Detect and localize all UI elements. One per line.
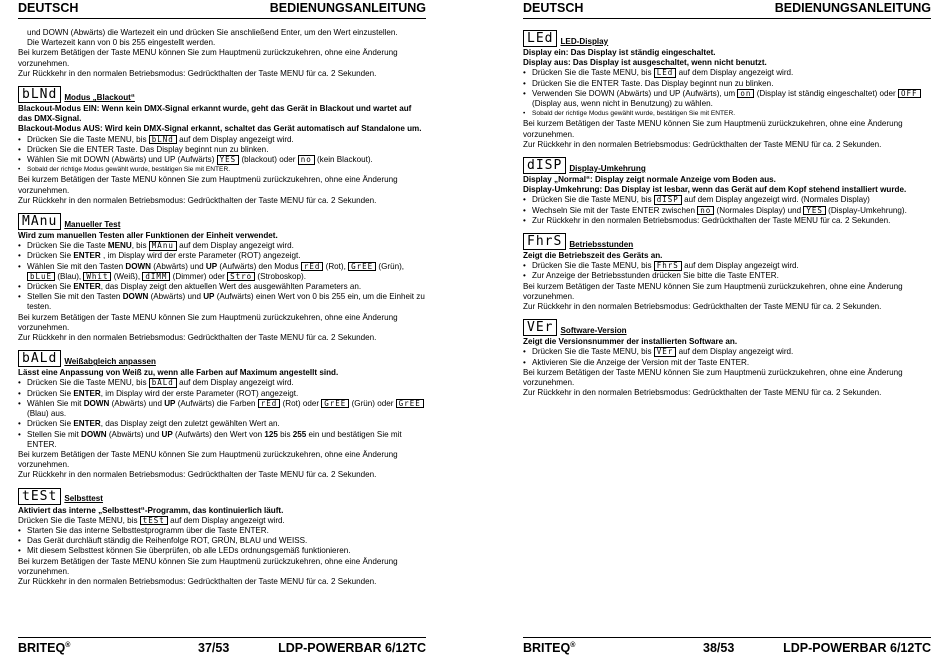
section-white-balance	[18, 350, 426, 480]
lcd-inline: on	[737, 89, 754, 99]
footer-model: LDP-POWERBAR 6/12TC	[783, 641, 931, 655]
lcd-icon: bALd	[18, 350, 61, 367]
footer-brand: BRITEQ®	[523, 641, 576, 655]
list-item: • Drücken Sie die ENTER Taste. Das Display beginnt nun zu blinken.	[523, 79, 931, 89]
intro-line: Die Wartezeit kann von 0 bis 255 eingestellt werden.	[27, 38, 216, 48]
lcd-icon: MAnu	[18, 213, 61, 230]
list-item: • Drücken Sie die Taste MENU, bis MAnu auf dem Display angezeigt wird.	[18, 241, 426, 251]
lcd-inline: YES	[803, 206, 826, 216]
menu-back-note: Bei kurzem Betätigen der Taste MENU können Sie zum Hauptmenü zurückzukehren, ohne eine Änderung vorzunehmen.	[523, 119, 903, 139]
list-item: • Drücken Sie ENTER, im Display wird der erste Parameter (ROT) angezeigt.	[18, 389, 426, 399]
list-item: • Drücken Sie die ENTER Taste. Das Display beginnt nun zu blinken.	[18, 145, 426, 155]
page-body	[18, 28, 426, 587]
list-item: • Drücken Sie ENTER , im Display wird der erste Parameter (ROT) angezeigt.	[18, 251, 426, 261]
lcd-inline: VEr	[654, 347, 677, 357]
section-operating-hours	[523, 233, 931, 312]
section-desc: Zeigt die Betriebszeit des Geräts an.	[523, 251, 663, 261]
list-item: • Zur Rückkehr in den normalen Betriebsmodus: Gedrückthalten der Taste MENU für ca. 2 Sekunden.	[523, 216, 931, 226]
section-title: Display-Umkehrung	[569, 163, 646, 173]
list-item: • Drücken Sie ENTER, das Display zeigt den aktuellen Wert des ausgewählten Parameters an.	[18, 282, 426, 292]
lcd-inline: OFF	[898, 89, 921, 99]
section-title: Selbsttest	[64, 494, 103, 504]
section-software-version	[523, 319, 931, 398]
footer-brand: BRITEQ®	[18, 641, 71, 655]
lcd-inline: GrEE	[321, 399, 349, 409]
return-note: Zur Rückkehr in den normalen Betriebsmodus: Gedrückthalten der Taste MENU für ca. 2 Sekunden.	[523, 388, 882, 398]
list-item: • Wählen Sie mit den Tasten DOWN (Abwärts) und UP (Aufwärts) den Modus rEd (Rot), GrEE (Grün), bLuE (Blau), Whit (Weiß), dIMM (Dimmer) oder Stro (Stroboskop).	[18, 262, 426, 282]
lcd-icon: bLNd	[18, 86, 61, 103]
header-language: DEUTSCH	[18, 1, 79, 15]
list-item: • Das Gerät durchläuft ständig die Reihenfolge ROT, GRÜN, BLAU und WEISS.	[18, 536, 426, 546]
lcd-inline: dISP	[654, 195, 682, 205]
list-item: • Wechseln Sie mit der Taste ENTER zwischen no (Normales Display) und YES (Display-Umkehrung).	[523, 206, 931, 216]
section-self-test	[18, 488, 426, 588]
list-item: • Starten Sie das interne Selbsttestprogramm über die Taste ENTER.	[18, 526, 426, 536]
return-note: Zur Rückkehr in den normalen Betriebsmodus: Gedrückthalten der Taste MENU für ca. 2 Sekunden.	[18, 68, 377, 78]
menu-back-note: Bei kurzem Betätigen der Taste MENU können Sie zum Hauptmenü zurückzukehren, ohne eine Änderung vorzunehmen.	[18, 312, 398, 332]
list-item: • Drücken Sie die Taste MENU, bis LEd auf dem Display angezeigt wird.	[523, 68, 931, 78]
header-language: DEUTSCH	[523, 1, 584, 15]
page-number: 37/53	[198, 641, 230, 655]
list-item: • Sobald der richtige Modus gewählt wurde, bestätigen Sie mit ENTER.	[18, 165, 426, 175]
section-title: Weißabgleich anpassen	[64, 357, 156, 367]
lcd-inline: bALd	[149, 378, 177, 388]
menu-back-note: Bei kurzem Betätigen der Taste MENU können Sie zum Hauptmenü zurückzukehren, ohne eine Änderung vorzunehmen.	[18, 175, 398, 195]
section-title: LED-Display	[560, 36, 609, 46]
header-title: BEDIENUNGSANLEITUNG	[774, 1, 931, 15]
section-title: Software-Version	[560, 326, 627, 336]
page-number: 38/53	[703, 641, 735, 655]
menu-back-note: Bei kurzem Betätigen der Taste MENU können Sie zum Hauptmenü zurückzukehren, ohne eine Änderung vorzunehmen.	[523, 367, 903, 388]
section-title: Betriebsstunden	[569, 239, 634, 249]
return-note: Zur Rückkehr in den normalen Betriebsmodus: Gedrückthalten der Taste MENU für ca. 2 Sekunden.	[523, 139, 882, 149]
section-desc: Zeigt die Versionsnummer der installierten Software an.	[523, 337, 738, 347]
list-item: • Wählen Sie mit DOWN (Abwärts) und UP (Aufwärts) YES (blackout) oder no (kein Blackout).	[18, 155, 426, 165]
page-header	[523, 0, 931, 19]
list-item: • Stellen Sie mit DOWN (Abwärts) und UP (Aufwärts) den Wert von 125 bis 255 ein und bestätigen Sie mit ENTER.	[18, 430, 426, 450]
section-display-inversion	[523, 157, 931, 226]
lcd-icon: VEr	[523, 319, 557, 336]
lcd-inline: no	[697, 206, 714, 216]
section-desc: Display ein: Das Display ist ständig eingeschaltet.	[523, 48, 716, 57]
paragraph: Drücken Sie die Taste MENU, bis tESt auf dem Display angezeigt wird.	[18, 515, 285, 525]
list-item: • Drücken Sie die Taste MENU, bis bLNd auf dem Display angezeigt wird.	[18, 135, 426, 145]
intro-line: und DOWN (Abwärts) die Wartezeit ein und drücken Sie anschließend Enter, um den Wert einzustellen.	[27, 28, 398, 37]
page-footer	[523, 637, 931, 655]
section-desc: Display „Normal“: Display zeigt normale Anzeige vom Boden aus.	[523, 175, 776, 185]
list-item: • Verwenden Sie DOWN (Abwärts) und UP (Aufwärts), um on (Display ist ständig eingeschaltet) oder OFF (Display aus, wenn nicht in Benutzung) zu wählen.	[523, 89, 931, 109]
section-desc: Aktiviert das interne „Selbsttest“-Programm, das kontinuierlich läuft.	[18, 505, 284, 515]
list-item: • Drücken Sie die Taste MENU, bis dISP auf dem Display angezeigt wird. (Normales Display)	[523, 195, 931, 205]
list-item: • Drücken Sie die Taste MENU, bis VEr auf dem Display angezeigt wird.	[523, 347, 931, 357]
lcd-inline: tESt	[140, 516, 168, 526]
page-left	[18, 0, 426, 654]
list-item: • Zur Anzeige der Betriebsstunden drücken Sie bitte die Taste ENTER.	[523, 271, 931, 281]
menu-back-note: Bei kurzem Betätigen der Taste MENU können Sie zum Hauptmenü zurückzukehren, ohne eine Änderung vorzunehmen.	[18, 48, 398, 68]
lcd-inline: bLuE	[27, 272, 55, 282]
list-item: • Drücken Sie die Taste MENU, bis FhrS auf dem Display angezeigt wird.	[523, 261, 931, 271]
section-desc: Display aus: Das Display ist ausgeschaltet, wenn nicht benutzt.	[523, 58, 767, 68]
page-footer	[18, 637, 426, 655]
page-right	[523, 0, 931, 654]
lcd-inline: rEd	[301, 262, 324, 272]
lcd-inline: LEd	[654, 68, 677, 78]
lcd-inline: dIMM	[142, 272, 170, 282]
lcd-inline: MAnu	[149, 241, 177, 251]
list-item: • Wählen Sie mit DOWN (Abwärts) und UP (Aufwärts) die Farben rEd (Rot) oder GrEE (Grün) oder GrEE (Blau) aus.	[18, 399, 426, 419]
return-note: Zur Rückkehr in den normalen Betriebsmodus: Gedrückthalten der Taste MENU für ca. 2 Sekunden.	[18, 195, 377, 205]
section-led-display	[523, 30, 931, 150]
return-note: Zur Rückkehr in den normalen Betriebsmodus: Gedrückthalten der Taste MENU für ca. 2 Sekunden.	[18, 333, 377, 343]
lcd-inline: Stro	[227, 272, 255, 282]
lcd-inline: bLNd	[149, 135, 177, 145]
section-desc: Blackout-Modus EIN: Wenn kein DMX-Signal erkannt wurde, geht das Gerät in Blackout und wartet auf das DMX-Signal.	[18, 104, 412, 124]
lcd-icon: LEd	[523, 30, 557, 47]
lcd-icon: FhrS	[523, 233, 566, 250]
section-manual-test	[18, 213, 426, 343]
lcd-inline: GrEE	[396, 399, 424, 409]
section-desc: Wird zum manuellen Testen aller Funktionen der Einheit verwendet.	[18, 231, 278, 241]
list-item: • Drücken Sie die Taste MENU, bis bALd auf dem Display angezeigt wird.	[18, 378, 426, 388]
lcd-inline: FhrS	[654, 261, 682, 271]
lcd-inline: Whit	[83, 272, 111, 282]
return-note: Zur Rückkehr in den normalen Betriebsmodus: Gedrückthalten der Taste MENU für ca. 2 Sekunden.	[523, 302, 882, 312]
section-blackout	[18, 86, 426, 206]
list-item: • Stellen Sie mit den Tasten DOWN (Abwärts) und UP (Aufwärts) einen Wert von 0 bis 255 ein, um die Einheit zu testen.	[18, 292, 426, 312]
list-item: • Drücken Sie ENTER, das Display zeigt den zuletzt gewählten Wert an.	[18, 419, 426, 429]
lcd-inline: no	[298, 155, 315, 165]
lcd-icon: tESt	[18, 488, 61, 505]
lcd-icon: dISP	[523, 157, 566, 174]
header-title: BEDIENUNGSANLEITUNG	[269, 1, 426, 15]
list-item: • Mit diesem Selbsttest können Sie überprüfen, ob alle LEDs ordnungsgemäß funktionieren.	[18, 546, 426, 556]
menu-back-note: Bei kurzem Betätigen der Taste MENU können Sie zum Hauptmenü zurückzukehren, ohne eine Änderung vorzunehmen.	[523, 281, 903, 301]
list-item: • Aktivieren Sie die Anzeige der Version mit der Taste ENTER.	[523, 358, 931, 368]
page-header	[18, 0, 426, 19]
section-title: Modus „Blackout“	[64, 92, 135, 102]
return-note: Zur Rückkehr in den normalen Betriebsmodus: Gedrückthalten der Taste MENU für ca. 2 Sekunden.	[18, 470, 377, 480]
return-note: Zur Rückkehr in den normalen Betriebsmodus: Gedrückthalten der Taste MENU für ca. 2 Sekunden.	[18, 576, 377, 586]
footer-model: LDP-POWERBAR 6/12TC	[278, 641, 426, 655]
list-item: • Sobald der richtige Modus gewählt wurde, bestätigen Sie mit ENTER.	[523, 109, 931, 119]
section-title: Manueller Test	[64, 219, 121, 229]
lcd-inline: GrEE	[348, 262, 376, 272]
menu-back-note: Bei kurzem Betätigen der Taste MENU können Sie zum Hauptmenü zurückzukehren, ohne eine Änderung vorzunehmen.	[18, 556, 398, 576]
section-desc: Blackout-Modus AUS: Wird kein DMX-Signal erkannt, schaltet das Gerät automatisch auf Standalone um.	[18, 124, 422, 134]
lcd-inline: YES	[217, 155, 240, 165]
section-desc: Display-Umkehrung: Das Display ist lesbar, wenn das Gerät auf dem Kopf stehend installiert wurde.	[523, 185, 907, 195]
page-body	[523, 30, 931, 398]
menu-back-note: Bei kurzem Betätigen der Taste MENU können Sie zum Hauptmenü zurückzukehren, ohne eine Änderung vorzunehmen.	[18, 449, 398, 470]
section-desc: Lässt eine Anpassung von Weiß zu, wenn alle Farben auf Maximum angestellt sind.	[18, 368, 339, 378]
lcd-inline: rEd	[258, 399, 281, 409]
